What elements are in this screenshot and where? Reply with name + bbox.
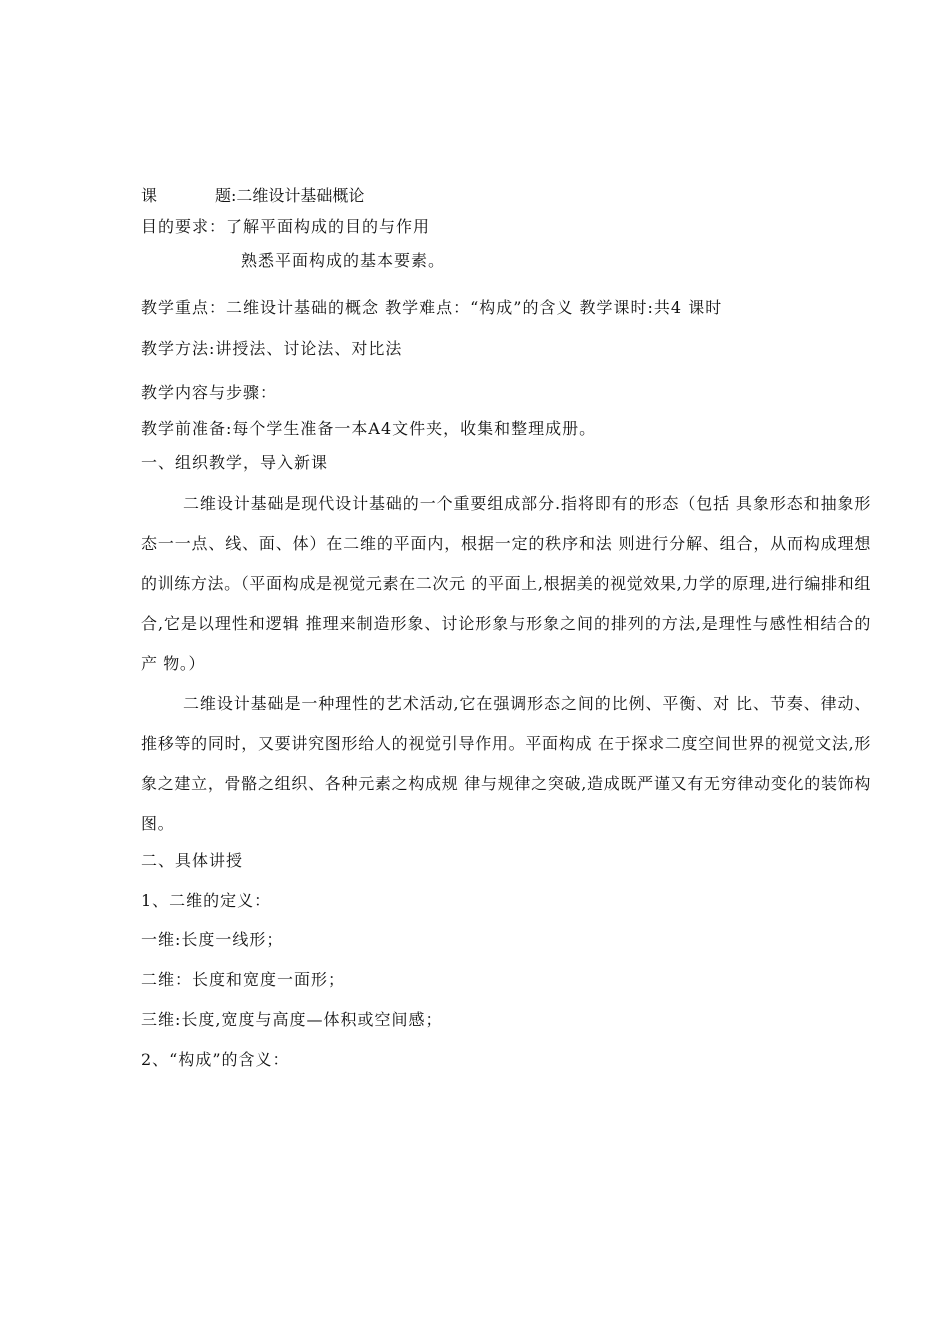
section1-paragraph-1: 二维设计基础是现代设计基础的一个重要组成部分.指将即有的形态（包括 具象形态和抽象形态一一点、线、面、体）在二维的平面内，根据一定的秩序和法 则进行分解、组合，从而构成理想的训练方法。（平面构成是视觉元素在二次元 的平面上,根据美的视觉效果,力学的原理,进行编排和组合,它是以理性和逻辑 推理来制造形象、讨论形象与形象之间的排列的方法,是理性与感性相结合的产 物。） bbox=[141, 494, 871, 673]
goal-item-2: 熟悉平面构成的基本要素。 bbox=[241, 251, 446, 270]
lesson-title bbox=[141, 186, 364, 206]
definition-item-2: 二维：长度和宽度一面形； bbox=[141, 970, 346, 989]
content-heading: 教学内容与步骤： bbox=[141, 383, 278, 402]
title-value: :二维设计基础概论 bbox=[231, 186, 365, 205]
title-label-char1: 课 bbox=[141, 186, 158, 205]
definition-item-3: 三维:长度,宽度与高度—体积或空间感； bbox=[141, 1010, 443, 1029]
section1-paragraph-2: 二维设计基础是一种理性的艺术活动,它在强调形态之间的比例、平衡、对 比、节奏、律动、推移等的同时，又要讲究图形给人的视觉引导作用。平面构成 在于探求二度空间世界的视觉文法,形象之建立，骨骼之组织、各种元素之构成规 律与规律之突破,造成既严谨又有无穷律动变化的装饰构图。 bbox=[141, 694, 871, 833]
goal-label: 目的要求： bbox=[141, 217, 227, 236]
section1-heading: 一、组织教学，导入新课 bbox=[141, 453, 329, 472]
section2-sub2: 2、“构成”的含义： bbox=[141, 1050, 290, 1069]
goal-line bbox=[141, 217, 430, 237]
prep-line: 教学前准备:每个学生准备一本A4文件夹，收集和整理成册。 bbox=[141, 419, 597, 438]
method-line: 教学方法:讲授法、讨论法、对比法 bbox=[141, 339, 403, 358]
section2-sub1: 1、二维的定义： bbox=[141, 891, 272, 910]
focus-line: 教学重点：二维设计基础的概念 教学难点：“构成”的含义 教学课时:共4 课时 bbox=[141, 298, 723, 317]
definition-item-1: 一维:长度一线形； bbox=[141, 930, 284, 949]
goal-item-1: 了解平面构成的目的与作用 bbox=[226, 217, 431, 236]
section2-heading: 二、具体讲授 bbox=[141, 851, 244, 870]
title-label-char2: 题 bbox=[215, 186, 232, 205]
